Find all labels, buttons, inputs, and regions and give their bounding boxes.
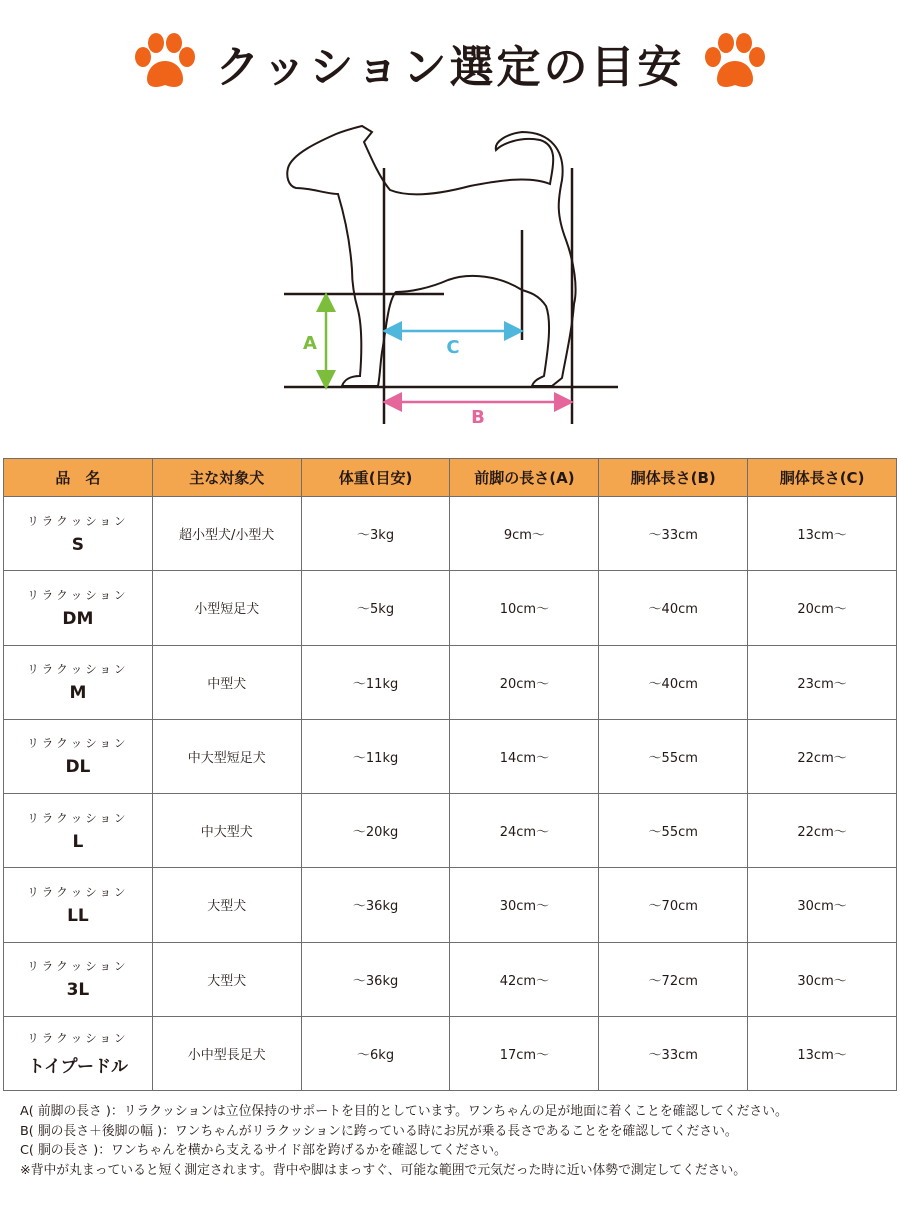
product-name-cell <box>4 497 153 571</box>
page-header <box>0 28 900 98</box>
table-row <box>4 719 897 793</box>
product-name-cell <box>4 794 153 868</box>
body-length-c-cell: 23cm〜 <box>748 645 897 719</box>
table-row <box>4 794 897 868</box>
product-series-label: リラクッション <box>27 884 129 899</box>
leg-length-a-cell: 9cm〜 <box>450 497 599 571</box>
leg-length-a-cell: 10cm〜 <box>450 571 599 645</box>
product-size-label: 3L <box>66 980 90 1001</box>
weight-cell: 〜36kg <box>301 868 450 942</box>
header-body-length-b: 胴体長さ(B) <box>599 459 748 497</box>
body-length-b-cell: 〜33cm <box>599 497 748 571</box>
product-size-label: DM <box>62 608 94 629</box>
body-length-b-cell: 〜55cm <box>599 794 748 868</box>
header-body-length-c: 胴体長さ(C) <box>748 459 897 497</box>
product-size-label: トイプードル <box>27 1056 128 1077</box>
header-product: 品 名 <box>4 459 153 497</box>
product-series-label: リラクッション <box>27 810 129 825</box>
header-dog-type: 主な対象犬 <box>152 459 301 497</box>
body-length-b-cell: 〜40cm <box>599 571 748 645</box>
note-b: B( 胴の長さ＋後脚の幅 )：ワンちゃんがリラクッションに跨っている時にお尻が乗る長さであることをを確認してください。 <box>20 1123 738 1139</box>
body-length-c-cell: 13cm〜 <box>748 497 897 571</box>
product-name-cell <box>4 868 153 942</box>
body-length-b-cell: 〜70cm <box>599 868 748 942</box>
product-name-cell <box>4 645 153 719</box>
weight-cell: 〜3kg <box>301 497 450 571</box>
product-series-label: リラクッション <box>27 513 129 528</box>
dog-type-cell: 大型犬 <box>152 942 301 1016</box>
product-size-label: LL <box>67 905 89 926</box>
table-row <box>4 868 897 942</box>
dimension-a-label: A <box>303 333 317 354</box>
weight-cell: 〜20kg <box>301 794 450 868</box>
product-size-label: S <box>71 534 85 555</box>
weight-cell: 〜11kg <box>301 645 450 719</box>
weight-cell: 〜6kg <box>301 1016 450 1090</box>
leg-length-a-cell: 14cm〜 <box>450 719 599 793</box>
product-size-label: DL <box>65 757 91 778</box>
header-leg-length-a: 前脚の長さ(A) <box>450 459 599 497</box>
table-row <box>4 571 897 645</box>
body-length-c-cell: 20cm〜 <box>748 571 897 645</box>
dog-type-cell: 中大型犬 <box>152 794 301 868</box>
dog-type-cell: 小型短足犬 <box>152 571 301 645</box>
body-length-c-cell: 22cm〜 <box>748 719 897 793</box>
table-row <box>4 1016 897 1090</box>
weight-cell: 〜11kg <box>301 719 450 793</box>
dog-measurement-diagram <box>270 118 630 438</box>
dog-type-cell: 中型犬 <box>152 645 301 719</box>
product-series-label: リラクッション <box>27 662 129 677</box>
body-length-c-cell: 13cm〜 <box>748 1016 897 1090</box>
product-name-cell <box>4 1016 153 1090</box>
body-length-b-cell: 〜33cm <box>599 1016 748 1090</box>
body-length-b-cell: 〜55cm <box>599 719 748 793</box>
measurement-notes <box>20 1102 892 1180</box>
paw-print-icon <box>699 33 771 93</box>
weight-cell: 〜36kg <box>301 942 450 1016</box>
page-title: クッション選定の目安 <box>215 42 685 93</box>
dog-type-cell: 小中型長足犬 <box>152 1016 301 1090</box>
leg-length-a-cell: 20cm〜 <box>450 645 599 719</box>
body-length-c-cell: 30cm〜 <box>748 942 897 1016</box>
leg-length-a-cell: 30cm〜 <box>450 868 599 942</box>
product-name-cell <box>4 571 153 645</box>
size-table <box>3 458 897 1091</box>
table-row <box>4 645 897 719</box>
dimension-b-label: B <box>471 407 485 428</box>
body-length-c-cell: 22cm〜 <box>748 794 897 868</box>
dog-type-cell: 中大型短足犬 <box>152 719 301 793</box>
product-series-label: リラクッション <box>27 587 129 602</box>
weight-cell: 〜5kg <box>301 571 450 645</box>
body-length-b-cell: 〜72cm <box>599 942 748 1016</box>
leg-length-a-cell: 42cm〜 <box>450 942 599 1016</box>
dimension-c-label: C <box>446 337 460 358</box>
body-length-b-cell: 〜40cm <box>599 645 748 719</box>
note-c: C( 胴の長さ )：ワンちゃんを横から支えるサイド部を跨げるかを確認してください。 <box>20 1143 507 1158</box>
note-a: A( 前脚の長さ )：リラクッションは立位保持のサポートを目的としています。ワンちゃんの足が地面に着くことを確認してください。 <box>20 1104 788 1119</box>
product-name-cell <box>4 719 153 793</box>
table-row <box>4 497 897 571</box>
product-series-label: リラクッション <box>27 736 129 751</box>
leg-length-a-cell: 17cm〜 <box>450 1016 599 1090</box>
paw-print-icon <box>129 33 201 93</box>
header-weight: 体重(目安) <box>301 459 450 497</box>
body-length-c-cell: 30cm〜 <box>748 868 897 942</box>
dog-type-cell: 大型犬 <box>152 868 301 942</box>
dog-outline-icon <box>270 118 630 438</box>
product-series-label: リラクッション <box>27 1030 129 1045</box>
product-size-label: L <box>72 831 84 852</box>
product-name-cell <box>4 942 153 1016</box>
table-row <box>4 942 897 1016</box>
note-warning: ※背中が丸まっていると短く測定されます。背中や脚はまっすぐ、可能な範囲で元気だった時に近い体勢で測定してください。 <box>20 1162 747 1178</box>
product-size-label: M <box>69 683 87 704</box>
dog-type-cell: 超小型犬/小型犬 <box>152 497 301 571</box>
leg-length-a-cell: 24cm〜 <box>450 794 599 868</box>
table-header-row <box>4 459 897 497</box>
product-series-label: リラクッション <box>27 959 129 974</box>
